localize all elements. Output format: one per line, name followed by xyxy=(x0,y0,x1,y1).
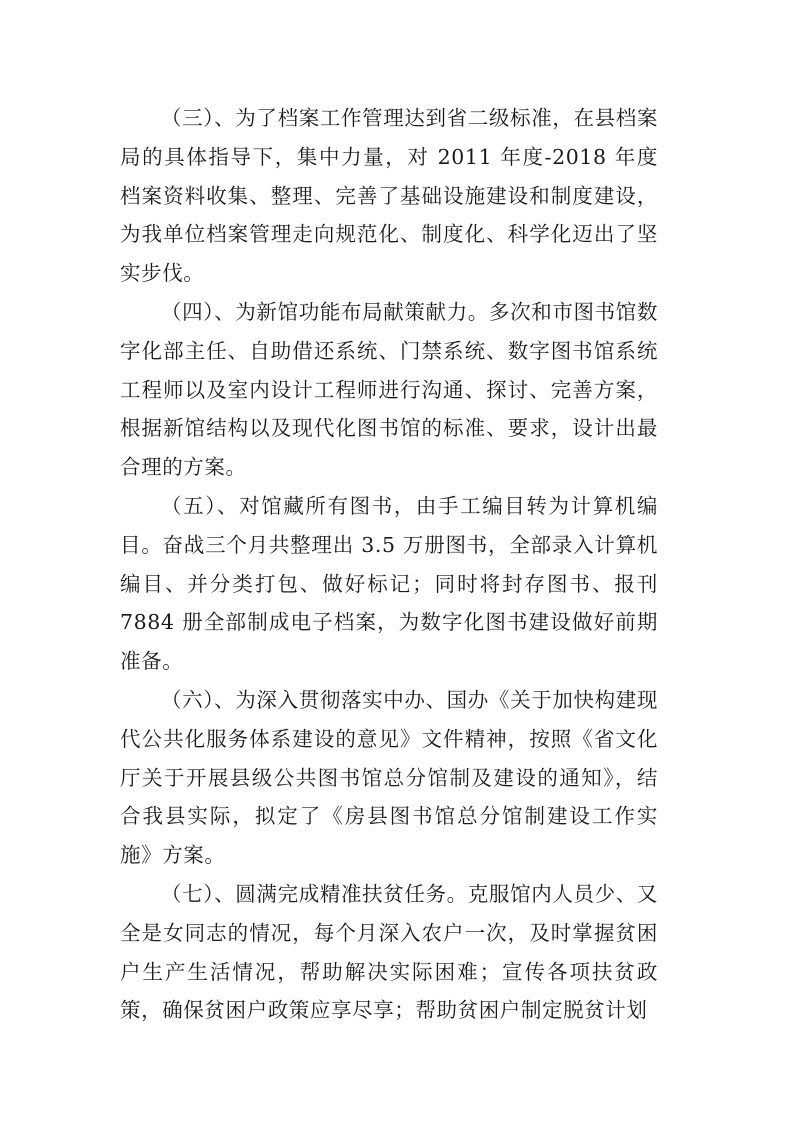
document-body xyxy=(120,99,658,1030)
paragraph-6-branch-system: （六）、为深入贯彻落实中办、国办《关于加快构建现代公共化服务体系建设的意见》文件精神，按照《省文化厅关于开展县级公共图书馆总分馆制及建设的通知》，结合我县实际，拟定了《房县图书馆总分馆制建设工作实施》方案。 xyxy=(120,687,658,868)
paragraph-3-archives: （三）、为了档案工作管理达到省二级标准，在县档案局的具体指导下，集中力量，对 2011 年度-2018 年度档案资料收集、整理、完善了基础设施建设和制度建设，为我单位档案管理走向规范化、制度化、科学化迈出了坚实步伐。 xyxy=(120,106,658,286)
paragraph-5-cataloging: （五）、对馆藏所有图书，由手工编目转为计算机编目。奋战三个月共整理出 3.5 万册图书，全部录入计算机编目、并分类打包、做好标记；同时将封存图书、报刊 7884 册全部制成电子档案，为数字化图书建设做好前期准备。 xyxy=(120,493,658,674)
paragraph-4-new-library-layout: （四）、为新馆功能布局献策献力。多次和市图书馆数字化部主任、自助借还系统、门禁系统、数字图书馆系统工程师以及室内设计工程师进行沟通、探讨、完善方案，根据新馆结构以及现代化图书馆的标准、要求，设计出最合理的方案。 xyxy=(120,299,658,480)
paragraph-7-poverty-alleviation: （七）、圆满完成精准扶贫任务。克服馆内人员少、又全是女同志的情况，每个月深入农户一次，及时掌握贫困户生产生活情况，帮助解决实际困难；宣传各项扶贫政策，确保贫困户政策应享尽享；帮助贫困户制定脱贫计划 xyxy=(120,881,658,1023)
